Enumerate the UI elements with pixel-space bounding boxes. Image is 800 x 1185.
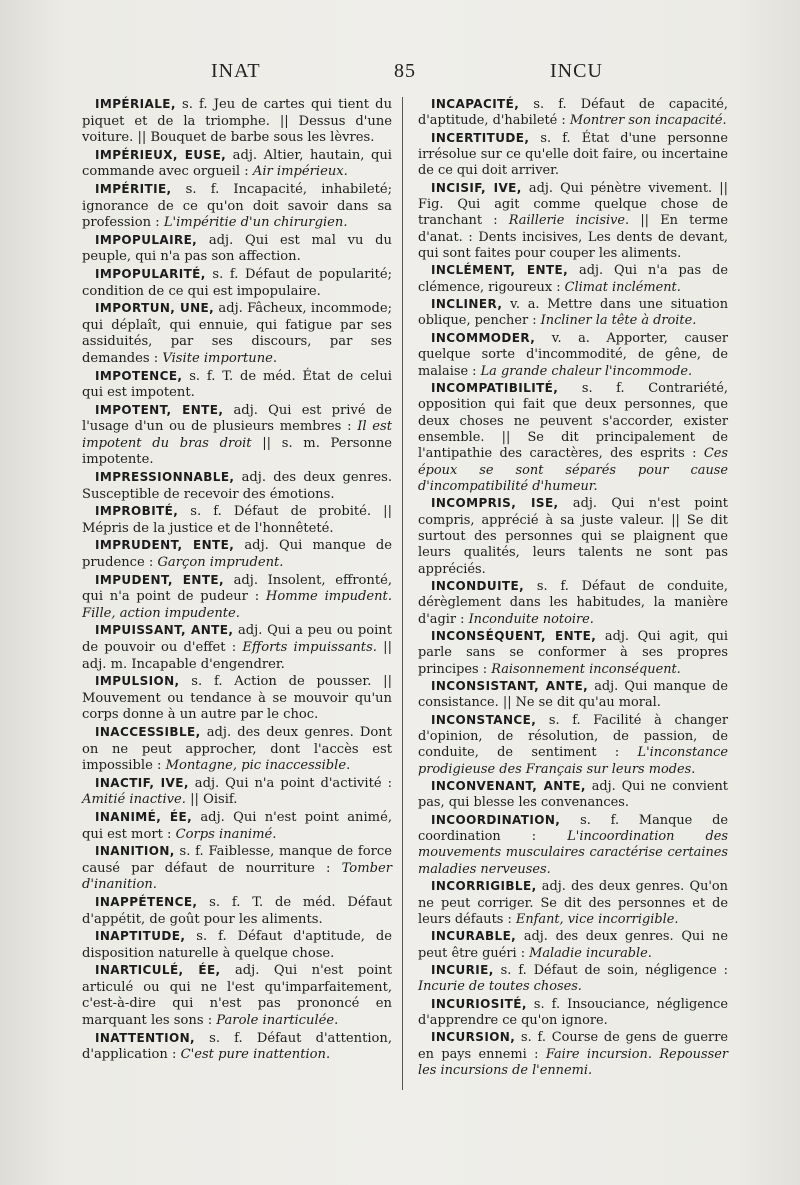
headword: INCURABLE, [431, 929, 517, 944]
headword: INCAPACITÉ, [431, 97, 520, 111]
dictionary-entry [418, 812, 728, 878]
example: Parole inarticulée. [216, 1013, 339, 1029]
example: Climat inclément. [564, 279, 681, 295]
dictionary-entry [82, 572, 392, 623]
dictionary-entry [418, 262, 728, 296]
dictionary-entry [82, 1030, 392, 1064]
right-column [418, 96, 728, 1079]
example: Enfant, vice incorrigible. [515, 911, 679, 927]
dictionary-entry [418, 778, 728, 812]
headword: INCLINER, [431, 297, 503, 312]
dictionary-entry [82, 775, 392, 809]
headword: IMPOTENCE, [95, 368, 183, 383]
definition: adj. des deux genres. Qu'on ne peut corriger. Se dit des personnes et de leurs défauts : [418, 879, 728, 927]
headword: IMPOPULARITÉ, [95, 266, 206, 281]
dictionary-entry [418, 962, 728, 996]
definition: s. f. Défaut d'aptitude, de disposition naturelle à quelque chose. [82, 929, 392, 961]
definition: s. f. Défaut de popularité; condition de ce qui est impopulaire. [82, 266, 392, 299]
dictionary-entry [82, 469, 392, 503]
dictionary-entry [418, 495, 728, 578]
definition: adj. Qui est mal vu du peuple, qui n'a pas son affection. [82, 232, 392, 265]
example: Air impérieux. [252, 164, 348, 180]
definition: s. f. Défaut de probité. || Mépris de la justice et de l'honnêteté. [82, 504, 392, 536]
example: Homme impudent. Fille, action impudente. [82, 589, 392, 621]
definition: s. f. Incapacité, inhabileté; ignorance de ce qu'on doit savoir dans sa profession : [82, 181, 392, 231]
dictionary-entry [82, 266, 392, 300]
dictionary-entry [82, 181, 392, 232]
headword: INCONVENANT, ANTE, [431, 779, 586, 794]
definition: adj. Fâcheux, incommode; qui déplaît, qui ennuie, qui fatigue par ses assiduités, par ses discours, par ses demandes : [82, 301, 392, 366]
dictionary-entry [82, 724, 392, 775]
headword: INCONSTANCE, [431, 712, 537, 727]
headword: INCONSÉQUENT, ENTE, [431, 629, 597, 643]
dictionary-entry [418, 628, 728, 678]
definition: adj. Qui n'est point articulé ou qui ne l'est qu'imparfaitement, c'est-à-dire qui n'est pas prononcé en marquant les sons : [82, 963, 393, 1029]
dictionary-entry [418, 130, 728, 180]
definition: adj. Qui n'a pas de clémence, rigoureux : [418, 263, 728, 295]
definition: adj. Qui manque de consistance. || Ne se dit qu'au moral. [418, 679, 728, 711]
headword: INCONSISTANT, ANTE, [431, 679, 589, 694]
example: Amitié inactive. [82, 792, 186, 808]
dictionary-entry [82, 537, 392, 571]
example: Inconduite notoire. [468, 611, 594, 627]
headword: INCURSION, [431, 1030, 516, 1045]
definition-tail: || adj. m. Incapable d'engendrer. [82, 640, 392, 672]
headword: INCURIOSITÉ, [431, 996, 527, 1011]
example: Montagne, pic inaccessible. [165, 758, 351, 774]
headword: INAPPÉTENCE, [95, 894, 198, 909]
definition: adj. des deux genres. Dont on ne peut approcher, dont l'accès est impossible : [82, 724, 392, 774]
dictionary-entry [82, 894, 392, 928]
example: Efforts impuissants. [242, 640, 377, 655]
dictionary-entry [418, 180, 728, 263]
headword: INCOMPRIS, ISE, [431, 496, 559, 511]
headword: INCERTITUDE, [431, 130, 530, 145]
example: Incliner la tête à droite. [540, 313, 697, 329]
headword: IMPÉRIEUX, EUSE, [95, 147, 227, 162]
definition: s. f. Faiblesse, manque de force causé par défaut de nourriture : [82, 844, 392, 876]
definition-tail: || Oisif. [185, 792, 238, 808]
dictionary-entry [82, 368, 392, 402]
headword: INCOORDINATION, [431, 812, 561, 827]
definition: s. f. Défaut de capacité, d'aptitude, d'habileté : [418, 97, 728, 129]
example: L'incoordination des mouvements musculaires caractérise certaines maladies nerveuses. [418, 829, 728, 877]
example: Il est impotent du bras droit [82, 419, 392, 451]
example: Montrer son incapacité. [569, 113, 727, 129]
example: L'impéritie d'un chirurgien. [163, 215, 348, 231]
definition: adj. des deux genres. Susceptible de recevoir des émotions. [82, 470, 392, 502]
headword: IMPORTUN, UNE, [95, 301, 215, 316]
headword: INATTENTION, [95, 1030, 196, 1045]
dictionary-entry [82, 503, 392, 537]
dictionary-entry [418, 928, 728, 962]
headword: IMPUDENT, ENTE, [95, 572, 224, 587]
definition: adj. Qui est privé de l'usage d'un ou de plusieurs membres : [82, 402, 392, 435]
dictionary-entry [418, 96, 728, 130]
definition-tail: || s. m. Personne impotente. [82, 435, 392, 468]
running-head-right: INCU [550, 60, 603, 82]
headword: INARTICULÉ, ÉE, [95, 963, 221, 978]
headword: INCISIF, IVE, [431, 180, 522, 195]
example: Visite importune. [162, 350, 278, 366]
dictionary-entry [82, 843, 392, 894]
headword: INCONDUITE, [431, 578, 525, 593]
dictionary-entry [418, 380, 728, 495]
headword: INACCESSIBLE, [95, 724, 201, 739]
dictionary-entry [418, 878, 728, 928]
definition: s. f. Défaut de conduite, dérèglement dans les habitudes, la manière d'agir : [418, 578, 728, 627]
definition: adj. Qui n'est point animé, qui est mort : [82, 809, 392, 842]
definition: s. f. Course de gens de guerre en pays ennemi : [418, 1030, 728, 1062]
dictionary-entry [82, 928, 392, 962]
headword: IMPÉRITIE, [95, 181, 172, 196]
headword: INANITION, [95, 844, 175, 859]
headword: INCOMPATIBILITÉ, [431, 380, 559, 395]
definition-tail: || En terme d'anat. : Dents incisives, Les dents de devant, qui sont faites pour couper les aliments. [418, 213, 728, 262]
definition: s. f. Insouciance, négligence d'apprendre ce qu'on ignore. [418, 996, 728, 1028]
definition: v. a. Mettre dans une situation oblique, pencher : [418, 297, 728, 329]
definition: s. f. État d'une personne irrésolue sur ce qu'elle doit faire, ou incertaine de ce qui doit arriver. [418, 130, 728, 179]
example: Maladie incurable. [529, 945, 652, 961]
dictionary-entry [82, 673, 392, 724]
headword: INCURIE, [431, 962, 494, 977]
headword: INACTIF, IVE, [95, 775, 189, 790]
example: Ces époux se sont séparés pour cause d'incompatibilité d'humeur. [418, 446, 728, 494]
dictionary-entry [418, 1029, 728, 1079]
left-column [82, 96, 392, 1064]
dictionary-entry [82, 300, 392, 367]
dictionary-entry [418, 578, 728, 628]
example: Garçon imprudent. [157, 555, 284, 571]
definition: s. f. Jeu de cartes qui tient du piquet et de la triomphe. || Dessus d'une voiture. || Bouquet de barbe sous les lèvres. [82, 97, 392, 146]
example: L'inconstance prodigieuse des Français sur leurs modes. [418, 745, 728, 777]
headword: INCOMMODER, [431, 330, 536, 345]
definition: s. f. Défaut de soin, négligence : [493, 962, 728, 978]
headword: INANIMÉ, ÉE, [95, 809, 193, 824]
headword: INAPTITUDE, [95, 929, 186, 944]
definition: s. f. T. de méd. État de celui qui est impotent. [82, 368, 392, 401]
definition: s. f. Facilité à changer d'opinion, de résolution, de passion, de conduite, de sentiment : [418, 712, 728, 761]
headword: IMPUISSANT, ANTE, [95, 623, 234, 638]
definition: adj. Qui manque de prudence : [82, 538, 393, 571]
column-divider [402, 97, 403, 1090]
headword: IMPÉRIALE, [95, 97, 176, 111]
definition: adj. Qui n'a point d'activité : [188, 775, 393, 791]
dictionary-entry [418, 996, 728, 1030]
dictionary-entry [82, 147, 392, 181]
definition: s. f. Action de pousser. || Mouvement ou tendance à se mouvoir qu'un corps donne à un autre par le choc. [82, 674, 392, 723]
example: C'est pure inattention. [180, 1047, 331, 1063]
dictionary-entry [418, 678, 728, 712]
dictionary-entry [82, 622, 392, 673]
dictionary-entry [418, 330, 728, 380]
example: Corps inanimé. [175, 826, 277, 842]
definition: v. a. Apporter, causer quelque sorte d'incommodité, de gêne, de malaise : [418, 330, 728, 379]
definition: adj. Altier, hautain, qui commande avec orgueil : [82, 147, 392, 180]
headword: INCLÉMENT, ENTE, [431, 263, 569, 278]
definition: adj. des deux genres. Qui ne peut être guéri : [418, 929, 728, 961]
headword: IMPOPULAIRE, [95, 232, 198, 247]
definition: adj. Qui pénètre vivement. || Fig. Qui agit comme quelque chose de tranchant : [418, 180, 728, 229]
dictionary-entry [418, 712, 728, 778]
example: Faire incursion. Repousser les incursions de l'ennemi. [418, 1046, 728, 1078]
running-head-left: INAT [211, 60, 261, 82]
dictionary-entry [82, 809, 392, 843]
headword: IMPOTENT, ENTE, [95, 402, 224, 417]
definition: s. f. Défaut d'attention, d'application : [82, 1030, 392, 1063]
definition: adj. Insolent, effronté, qui n'a point de pudeur : [82, 572, 392, 605]
headword: INCORRIGIBLE, [431, 879, 537, 894]
dictionary-entry [418, 296, 728, 330]
definition: s. f. Manque de coordination : [418, 812, 728, 845]
example: Tomber d'inanition. [82, 860, 392, 893]
dictionary-entry [82, 232, 392, 266]
page-number: 85 [394, 60, 416, 82]
headword: IMPRUDENT, ENTE, [95, 538, 235, 553]
definition: adj. Qui agit, qui parle sans se conformer à ses propres principes : [418, 629, 729, 677]
dictionary-entry [82, 402, 392, 469]
example: Incurie de toutes choses. [418, 979, 582, 995]
headword: IMPRESSIONNABLE, [95, 470, 235, 485]
definition: s. f. T. de méd. Défaut d'appétit, de goût pour les aliments. [82, 894, 392, 927]
definition: adj. Qui ne convient pas, qui blesse les convenances. [418, 779, 728, 811]
definition: adj. Qui n'est point compris, apprécié à sa juste valeur. || Se dit surtout des personnes qui se plaignent que leurs qualités, leurs talents ne sont pas appréciés. [418, 496, 728, 577]
definition: s. f. Contrariété, opposition qui fait que deux personnes, que deux choses ne peuvent s'accorder, exister ensemble. || Se dit principalement de l'antipathie des caractères, des esprits : [418, 380, 728, 462]
example: La grande chaleur l'incommode. [480, 363, 693, 379]
headword: IMPULSION, [95, 674, 180, 689]
example: Raisonnement inconséquent. [491, 661, 681, 677]
definition: adj. Qui a peu ou point de pouvoir ou d'effet : [82, 623, 392, 655]
headword: IMPROBITÉ, [95, 504, 179, 519]
example: Raillerie incisive. [508, 213, 630, 229]
dictionary-entry [82, 962, 392, 1029]
dictionary-entry [82, 96, 392, 147]
